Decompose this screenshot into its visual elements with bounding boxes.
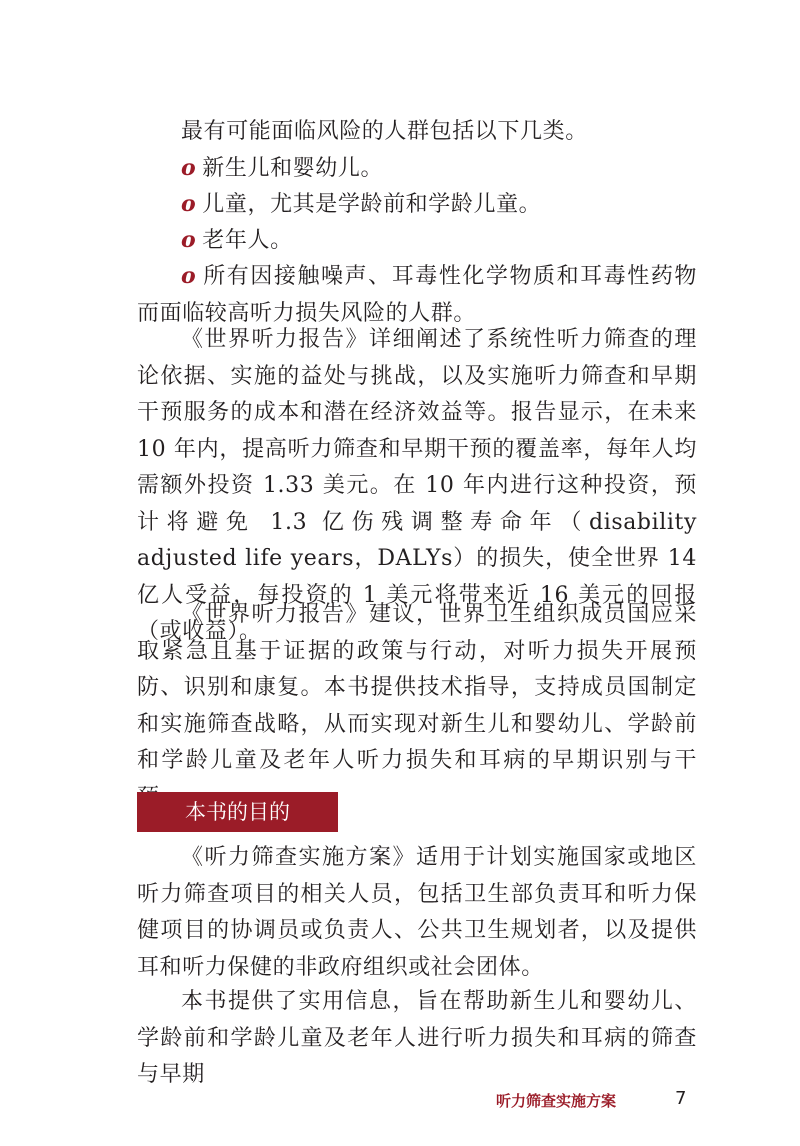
- body-paragraph-recommendation: 《世界听力报告》建议，世界卫生组织成员国应采取紧急且基于证据的政策与行动，对听力损失开展预防、识别和康复。本书提供技术指导，支持成员国制定和实施筛查战略，从而实现对新生儿和婴幼儿、学龄前和学龄儿童及老年人听力损失和耳病的早期识别与干: [137, 602, 697, 773]
- bullet-marker: o: [181, 191, 197, 217]
- section-paragraph-audience: 《听力筛查实施方案》适用于计划实施国家或地区听力筛查项目的相关人员，包括卫生部负责耳和听力保健项目的协调员或负责人、公共卫生规划者，以及提供耳和听力保健的非政府组织或社会团体。: [137, 845, 697, 980]
- bullet-item: [137, 258, 697, 332]
- bullet-marker: o: [181, 227, 197, 253]
- intro-paragraph: 最有可能面临风险的人群包括以下几类。: [181, 119, 588, 144]
- bullet-text: 儿童，尤其是学龄前和学龄儿童。: [202, 192, 542, 217]
- bullet-item: [137, 222, 697, 260]
- bullet-text: 新生儿和婴幼儿。: [202, 156, 384, 181]
- bullet-marker: o: [181, 155, 197, 181]
- section-paragraph-purpose: 本书提供了实用信息，旨在帮助新生儿和婴幼儿、学龄前和学龄儿童及老年人进行听力损失和耳病的筛查与早期: [137, 989, 697, 1087]
- bullet-text: 老年人。: [202, 228, 293, 253]
- body-paragraph-report: 《世界听力报告》详细阐述了系统性听力筛查的理论依据、实施的益处与挑战，以及实施听力筛查和早期干预服务的成本和潜在经济效益等。报告显示，在未来 10 年内，提高听力筛查和早期干预的覆盖率，每年人均需额外投资 1.33 美元。在 10 年内进行这种投资，预计将避免 1.3 亿伤残调整寿命年（disability adjusted life years，DALYs）的损失，使全世界 14 亿人受益，每投资的 1 美元将带来近 16 美元的回报（或收益）。: [137, 327, 697, 644]
- bullet-marker: o: [181, 263, 197, 289]
- bullet-item: [137, 150, 697, 188]
- page-number: 7: [675, 1088, 687, 1109]
- bullet-item: [137, 186, 697, 224]
- bullet-text: 所有因接触噪声、耳毒性化学物质和耳毒性药物而面临较高听力损失风险的人群。: [137, 264, 697, 326]
- footer-book-title: 听力筛查实施方案: [496, 1092, 617, 1110]
- section-heading: 本书的目的: [137, 792, 338, 832]
